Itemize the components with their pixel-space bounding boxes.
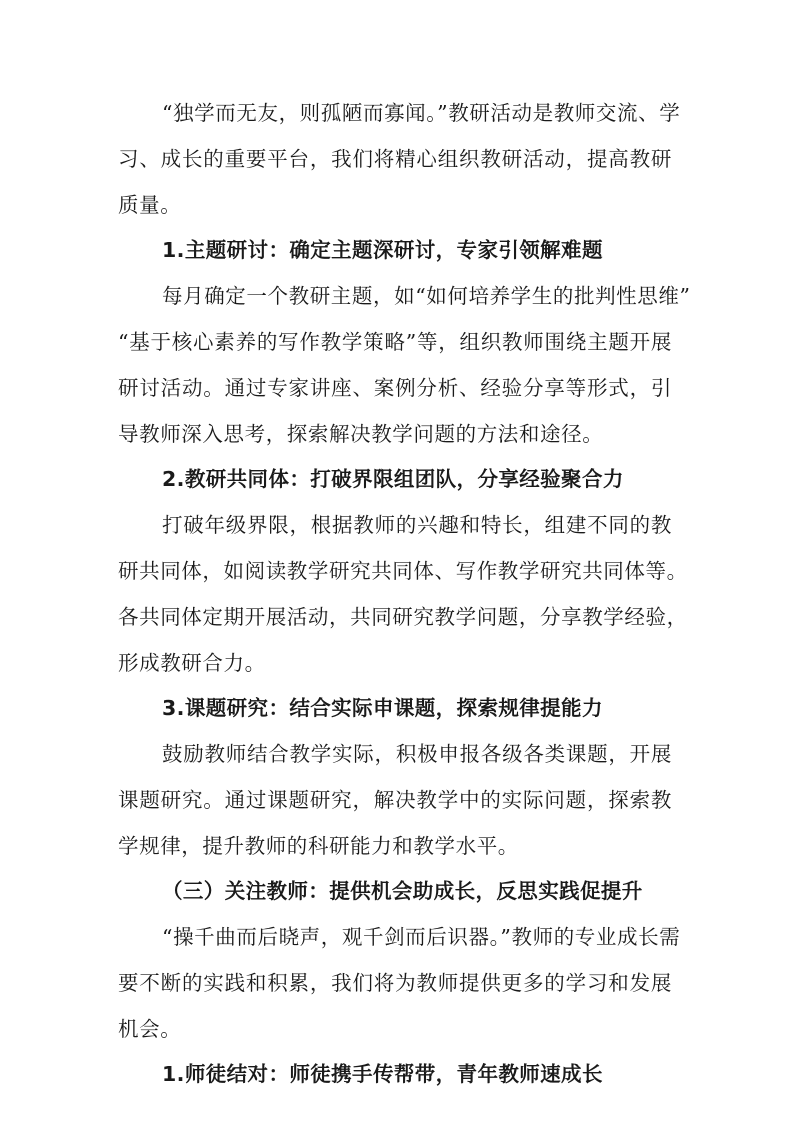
paragraph-line: 每月确定一个教研主题，如“如何培养学生的批判性思维” [162, 284, 691, 308]
paragraph-line: 鼓励教师结合教学实际，积极申报各级各类课题，开展 [162, 742, 672, 766]
paragraph-line: 习、成长的重要平台，我们将精心组织教研活动，提高教研 [118, 147, 672, 171]
paragraph-line: 形成教研合力。 [118, 651, 266, 675]
paragraph-line: 要不断的实践和积累，我们将为教师提供更多的学习和发展 [118, 971, 672, 995]
paragraph-line: 学规律，提升教师的科研能力和教学水平。 [118, 834, 519, 858]
paragraph-line: “独学而无友，则孤陋而寡闻。”教研活动是教师交流、学 [162, 101, 681, 125]
section-heading: 2.教研共同体：打破界限组团队，分享经验聚合力 [162, 467, 624, 491]
paragraph-line: 打破年级界限，根据教师的兴趣和特长，组建不同的教 [162, 513, 672, 537]
paragraph-line: 各共同体定期开展活动，共同研究教学问题，分享教学经验， [118, 605, 688, 629]
section-heading: 1.主题研讨：确定主题深研讨，专家引领解难题 [162, 238, 603, 262]
paragraph-line: “基于核心素养的写作教学策略”等，组织教师围绕主题开展 [118, 330, 672, 354]
section-heading: 3.课题研究：结合实际申课题，探索规律提能力 [162, 696, 603, 720]
paragraph-line: 研讨活动。通过专家讲座、案例分析、经验分享等形式，引 [118, 376, 672, 400]
paragraph-line: “操千曲而后晓声，观千剑而后识器。”教师的专业成长需 [162, 925, 681, 949]
paragraph-line: 研共同体，如阅读教学研究共同体、写作教学研究共同体等。 [118, 559, 688, 583]
paragraph-line: 质量。 [118, 193, 182, 217]
chapter-heading: （三）关注教师：提供机会助成长，反思实践促提升 [162, 879, 643, 903]
paragraph-line: 机会。 [118, 1017, 182, 1041]
section-heading: 1.师徒结对：师徒携手传帮带，青年教师速成长 [162, 1062, 603, 1086]
paragraph-line: 导教师深入思考，探索解决教学问题的方法和途径。 [118, 422, 604, 446]
paragraph-line: 课题研究。通过课题研究，解决教学中的实际问题，探索教 [118, 788, 672, 812]
